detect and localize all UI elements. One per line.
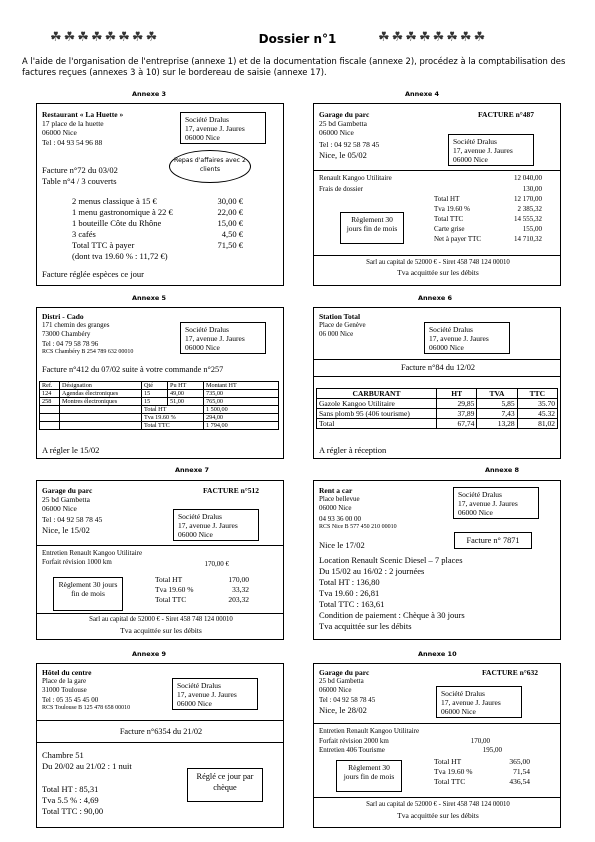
divider: [37, 720, 284, 721]
page-title: Dossier n°1: [258, 32, 337, 46]
invoice-table: [39, 381, 279, 430]
table-cell: 45.32: [517, 409, 557, 419]
room-line: Chambre 51: [42, 750, 84, 760]
vendor-name: Garage du parc: [319, 668, 370, 677]
page-header: [0, 30, 595, 48]
column-header: TVA: [477, 389, 517, 399]
tva-line: Tva 5.5 % : 4,69: [42, 795, 99, 805]
vendor-rcs: RCS Toulouse B 125 478 658 00010: [42, 705, 131, 711]
total-ht-amount: 170,00: [228, 575, 249, 584]
vendor-name: Garage du parc: [42, 486, 93, 495]
item-4-desc: 3 cafés: [72, 229, 96, 239]
client-address-box: [173, 509, 259, 541]
total-label: Total HT: [142, 406, 204, 414]
total-ttc-amount: 203,32: [228, 595, 249, 604]
client-street: 17, avenue J. Jaures: [453, 146, 513, 155]
vendor-address-1: 25 bd Gambetta: [42, 495, 90, 504]
invoice-number: Facture n°412 du 07/02 suite à votre commande n°257: [42, 365, 224, 374]
table-cell: [60, 422, 142, 430]
table-cell: Montres électroniques: [60, 398, 142, 406]
vendor-name: Restaurant « La Huette »: [42, 110, 124, 119]
item-3-amount: 15,00 €: [217, 218, 243, 228]
rental-line-1: Location Renault Scenic Diesel – 7 places: [319, 555, 463, 565]
total-ttc: Total TTC : 163,61: [319, 599, 385, 609]
rental-line-2: Du 15/02 au 16/02 : 2 journées: [319, 566, 425, 576]
item-1-desc: 2 menus classique à 15 €: [72, 196, 157, 206]
client-city: 06000 Nice: [185, 133, 220, 142]
total-ht-amount: 12 170,00: [514, 195, 542, 203]
carte-grise-amount: 155,00: [522, 225, 542, 233]
total-ttc-label: Total TTC: [434, 215, 464, 223]
line-2-desc: Frais de dossier: [319, 185, 363, 193]
client-name: Société Dralus: [185, 115, 229, 124]
tva-statement: Tva acquittée sur les débits: [397, 811, 479, 820]
client-street: 17, avenue J. Jaures: [185, 124, 245, 133]
total-ttc-amount: 436,54: [509, 777, 530, 786]
vendor-rcs: RCS Nice B 577 450 210 00010: [319, 524, 397, 530]
item-4-amount: 4,50 €: [221, 229, 243, 239]
vendor-address-2: 06 000 Nice: [319, 330, 354, 338]
vendor-phone: Tel : 04 79 58 78 96: [42, 340, 99, 348]
tva-amount: 71,54: [513, 767, 530, 776]
total-ht-label: Total HT: [155, 575, 183, 584]
divider: [37, 545, 284, 546]
net-label: Net à payer TTC: [434, 235, 482, 243]
annex-6-invoice: [313, 307, 561, 459]
annex-8-label: Annexe 8: [485, 466, 520, 474]
net-amount: 14 710,32: [514, 235, 542, 243]
client-address-box: [424, 322, 510, 354]
annex-7-label: Annexe 7: [175, 466, 210, 474]
vendor-phone: Tel : 04 92 58 78 45: [42, 515, 103, 524]
tva-line: Tva 19.60 : 26,81: [319, 588, 380, 598]
divider: [314, 170, 561, 171]
vendor-phone: 04 93 36 00 00: [319, 515, 361, 523]
annex-4-label: Annexe 4: [405, 90, 440, 98]
line-2-amount: 130,00: [522, 185, 542, 193]
invoice-date: Nice, le 05/02: [319, 150, 367, 160]
line-3-desc: Entretien 406 Tourisme: [319, 746, 385, 754]
table-cell: [60, 414, 142, 422]
line-2-amount: 170,00: [470, 737, 490, 745]
total-row: [40, 414, 279, 422]
invoice-number: Facture n°6354 du 21/02: [119, 727, 203, 736]
tva-label: Tva 19.60 %: [155, 585, 194, 594]
company-legal-info: Sarl au capital de 52000 € - Siret 458 748 124 00010: [366, 801, 510, 808]
divider: [314, 255, 561, 256]
line-1-desc: Renault Kangoo Utilitaire: [319, 174, 392, 182]
annex-5-label: Annexe 5: [132, 294, 167, 302]
table-cell: 37,89: [437, 409, 477, 419]
table-cell: 81,02: [517, 419, 557, 429]
total-ttc: Total TTC : 90,00: [42, 806, 104, 816]
client-street: 17, avenue J. Jaures: [178, 521, 238, 530]
table-cell: 35.70: [517, 399, 557, 409]
client-city: 06000 Nice: [458, 508, 493, 517]
table-row: [317, 409, 558, 419]
table-cell: Gazole Kangoo Utilitaire: [317, 399, 437, 409]
table-cell: 13,28: [477, 419, 517, 429]
annex-4-invoice: [313, 103, 561, 286]
instructions-paragraph: A l'aide de l'organisation de l'entreprise (annexe 1) et de la documentation fiscale (annexe 2), procédez à la comptabilisation des factures reçues (annexes 3 à 10) sur le bordereau de saisie (annexe 17).: [22, 56, 566, 77]
decorative-clover-row-right: ☘☘☘☘☘☘☘☘: [378, 30, 488, 45]
payment-terms-box: Règlement 30 jours fin de mois: [53, 577, 123, 611]
tva-amount: 33,32: [232, 585, 249, 594]
column-header: Ref.: [40, 382, 60, 390]
fuel-table: [316, 388, 558, 429]
payment-due-note: A régler à réception: [319, 445, 387, 455]
vendor-address-2: 31000 Toulouse: [42, 686, 87, 694]
total-row: [40, 422, 279, 430]
table-cell: 7,43: [477, 409, 517, 419]
annex-8-invoice: [313, 480, 561, 640]
total-row: [40, 406, 279, 414]
client-name: Société Dralus: [453, 137, 497, 146]
vendor-rcs: RCS Chambéry B 254 789 632 00010: [42, 349, 134, 355]
table-header-row: [40, 382, 279, 390]
table-cell: 735,00: [204, 390, 279, 398]
invoice-number: FACTURE n°512: [203, 486, 259, 495]
client-address-box: [436, 686, 522, 718]
vendor-address-2: 06000 Nice: [319, 128, 354, 137]
line-3-amount: 195,00: [482, 746, 502, 754]
vendor-name: Garage du parc: [319, 110, 370, 119]
column-header: CARBURANT: [317, 389, 437, 399]
vendor-address-2: 06000 Nice: [42, 504, 77, 513]
client-address-box: [172, 678, 258, 710]
line-2-amount: 170,00 €: [204, 560, 229, 568]
column-header: TTC: [517, 389, 557, 399]
table-row: [40, 390, 279, 398]
column-header: Qté: [142, 382, 168, 390]
invoice-number: Facture n°84 du 12/02: [400, 363, 476, 372]
table-cell: 124: [40, 390, 60, 398]
table-cell: 29,85: [437, 399, 477, 409]
client-address-box: [453, 487, 539, 519]
client-name: Société Dralus: [429, 325, 473, 334]
table-cell: Agendas électroniques: [60, 390, 142, 398]
vendor-name: Rent a car: [319, 486, 353, 495]
column-header: Pu HT: [168, 382, 204, 390]
table-row: [317, 399, 558, 409]
invoice-number: FACTURE n°632: [482, 668, 538, 677]
total-amount: 294,00: [204, 414, 279, 422]
client-city: 06000 Nice: [185, 343, 220, 352]
annex-10-label: Annexe 10: [418, 650, 457, 658]
payment-due-note: A régler le 15/02: [42, 445, 100, 455]
vendor-phone: Tel : 05 35 45 45 00: [42, 696, 99, 704]
handwritten-note: Repas d'affaires avec 2 clients: [169, 150, 251, 183]
column-header: HT: [437, 389, 477, 399]
total-amount: 1 794,00: [204, 422, 279, 430]
payment-terms-box: Règlement 30 jours fin de mois: [340, 212, 404, 244]
vendor-address-2: 06000 Nice: [319, 686, 352, 694]
vendor-address-1: 171 chemin des granges: [42, 321, 110, 329]
table-cell: [40, 414, 60, 422]
payment-terms-box: Règlement 30 jours fin de mois: [336, 760, 402, 792]
total-amount: 1 500,00: [204, 406, 279, 414]
divider: [37, 613, 284, 614]
stay-dates: Du 20/02 au 21/02 : 1 nuit: [42, 761, 132, 771]
table-cell: 67,74: [437, 419, 477, 429]
table-cell: [40, 406, 60, 414]
annex-9-label: Annexe 9: [132, 650, 167, 658]
vendor-address-1: Place bellevue: [319, 495, 360, 503]
invoice-date: Nice le 17/02: [319, 540, 365, 550]
divider: [314, 359, 561, 360]
tva-amount: 2 385,32: [517, 205, 542, 213]
total-ttc-amount: 14 555,32: [514, 215, 542, 223]
table-cell: [60, 406, 142, 414]
vendor-name: Distri - Cado: [42, 312, 84, 321]
vendor-address-1: 17 place de la huette: [42, 119, 104, 128]
line-2-desc: Forfait révision 1000 km: [42, 558, 112, 566]
divider: [314, 797, 561, 798]
total-ht: Total HT : 85,31: [42, 784, 99, 794]
client-street: 17, avenue J. Jaures: [441, 698, 501, 707]
annex-10-invoice: [313, 663, 561, 828]
total-label: Tva 19.60 %: [142, 414, 204, 422]
table-cell: [40, 422, 60, 430]
tva-statement: Tva acquittée sur les débits: [397, 268, 479, 277]
total-label: Total TTC à payer: [72, 240, 135, 250]
annex-9-invoice: [36, 663, 284, 828]
client-city: 06000 Nice: [178, 530, 213, 539]
tva-statement: Tva acquittée sur les débits: [120, 626, 202, 635]
total-ttc-label: Total TTC: [434, 777, 466, 786]
table-cell: 15: [142, 398, 168, 406]
company-legal-info: Sarl au capital de 52000 € - Siret 458 748 124 00010: [89, 616, 233, 623]
client-name: Société Dralus: [458, 490, 502, 499]
annex-3-invoice: [36, 103, 284, 286]
total-ht-label: Total HT: [434, 195, 460, 203]
vendor-address-1: 25 bd Gambetta: [319, 677, 364, 685]
client-name: Société Dralus: [441, 689, 485, 698]
table-info: Table n°4 / 3 couverts: [42, 176, 117, 186]
line-1-desc: Entretien Renault Kangoo Utilitaire: [319, 727, 420, 735]
total-ht-label: Total HT: [434, 757, 462, 766]
client-street: 17, avenue J. Jaures: [458, 499, 518, 508]
client-street: 17, avenue J. Jaures: [429, 334, 489, 343]
vendor-phone: Tel : 04 93 54 96 88: [42, 138, 103, 147]
table-row: [40, 398, 279, 406]
payment-condition: Condition de paiement : Chèque à 30 jours: [319, 610, 465, 620]
item-2-amount: 22,00 €: [217, 207, 243, 217]
invoice-date: Nice, le 15/02: [42, 525, 90, 535]
tva-label: Tva 19.60 %: [434, 767, 473, 776]
client-address-box: [180, 112, 266, 144]
line-2-desc: Forfait révision 2000 km: [319, 737, 389, 745]
total-row: [317, 419, 558, 429]
invoice-number: Facture n°72 du 03/02: [42, 165, 118, 175]
table-cell: 5,85: [477, 399, 517, 409]
vendor-phone: Tel : 04 92 58 78 45: [319, 696, 376, 704]
table-cell: 15: [142, 390, 168, 398]
total-ht-amount: 365,00: [509, 757, 530, 766]
divider: [37, 742, 284, 743]
client-city: 06000 Nice: [429, 343, 464, 352]
column-header: Montant HT: [204, 382, 279, 390]
table-header-row: [317, 389, 558, 399]
table-cell: 765,00: [204, 398, 279, 406]
tva-note: (dont tva 19.60 % : 11,72 €): [72, 251, 168, 261]
client-address-box: [180, 322, 266, 354]
vendor-address-2: 73000 Chambéry: [42, 330, 91, 338]
company-legal-info: Sarl au capital de 52000 € - Siret 458 748 124 00010: [366, 259, 510, 266]
client-address-box: [448, 134, 534, 166]
table-cell: 49,00: [168, 390, 204, 398]
column-header: Désignation: [60, 382, 142, 390]
vendor-name: Hôtel du centre: [42, 668, 92, 677]
client-street: 17, avenue J. Jaures: [177, 690, 237, 699]
client-name: Société Dralus: [177, 681, 221, 690]
line-1-desc: Entretien Renault Kangoo Utilitaire: [42, 549, 143, 557]
invoice-number-box: Facture n° 7871: [454, 532, 532, 549]
item-2-desc: 1 menu gastronomique à 22 €: [72, 207, 173, 217]
line-1-amount: 12 040,00: [514, 174, 542, 182]
client-city: 06000 Nice: [177, 699, 212, 708]
client-name: Société Dralus: [178, 512, 222, 521]
vendor-name: Station Total: [319, 312, 361, 321]
table-cell: Total: [317, 419, 437, 429]
payment-terms-box: Réglé ce jour par chèque: [187, 768, 263, 802]
vendor-address-1: Place de la gare: [42, 677, 87, 685]
vendor-address-2: 06000 Nice: [319, 504, 352, 512]
payment-note: Facture réglée espèces ce jour: [42, 269, 144, 279]
table-cell: 51,00: [168, 398, 204, 406]
total-ttc-label: Total TTC: [155, 595, 187, 604]
client-street: 17, avenue J. Jaures: [185, 334, 245, 343]
vendor-phone: Tel : 04 92 58 78 45: [319, 140, 380, 149]
annex-3-label: Annexe 3: [132, 90, 167, 98]
divider: [314, 376, 561, 377]
invoice-number: FACTURE n°487: [478, 110, 534, 119]
invoice-date: Nice, le 28/02: [319, 705, 367, 715]
vendor-address-2: 06000 Nice: [42, 128, 77, 137]
annex-7-invoice: [36, 480, 284, 640]
vendor-address-1: 25 bd Gambetta: [319, 119, 367, 128]
client-city: 06000 Nice: [441, 707, 476, 716]
decorative-clover-row-left: ☘☘☘☘☘☘☘☘: [50, 30, 160, 45]
carte-grise-label: Carte grise: [434, 225, 465, 233]
tva-label: Tva 19.60 %: [434, 205, 470, 213]
client-city: 06000 Nice: [453, 155, 488, 164]
table-cell: Sans plomb 95 (406 tourisme): [317, 409, 437, 419]
item-1-amount: 30,00 €: [217, 196, 243, 206]
total-label: Total TTC: [142, 422, 204, 430]
vendor-address-1: Place de Genève: [319, 321, 366, 329]
divider: [314, 723, 561, 724]
tva-statement: Tva acquittée sur les débits: [319, 621, 412, 631]
item-3-desc: 1 bouteille Côte du Rhône: [72, 218, 162, 228]
table-cell: 258: [40, 398, 60, 406]
annex-5-invoice: [36, 307, 284, 459]
annex-6-label: Annexe 6: [418, 294, 453, 302]
total-amount: 71,50 €: [217, 240, 243, 250]
client-name: Société Dralus: [185, 325, 229, 334]
total-ht: Total HT : 136,80: [319, 577, 380, 587]
